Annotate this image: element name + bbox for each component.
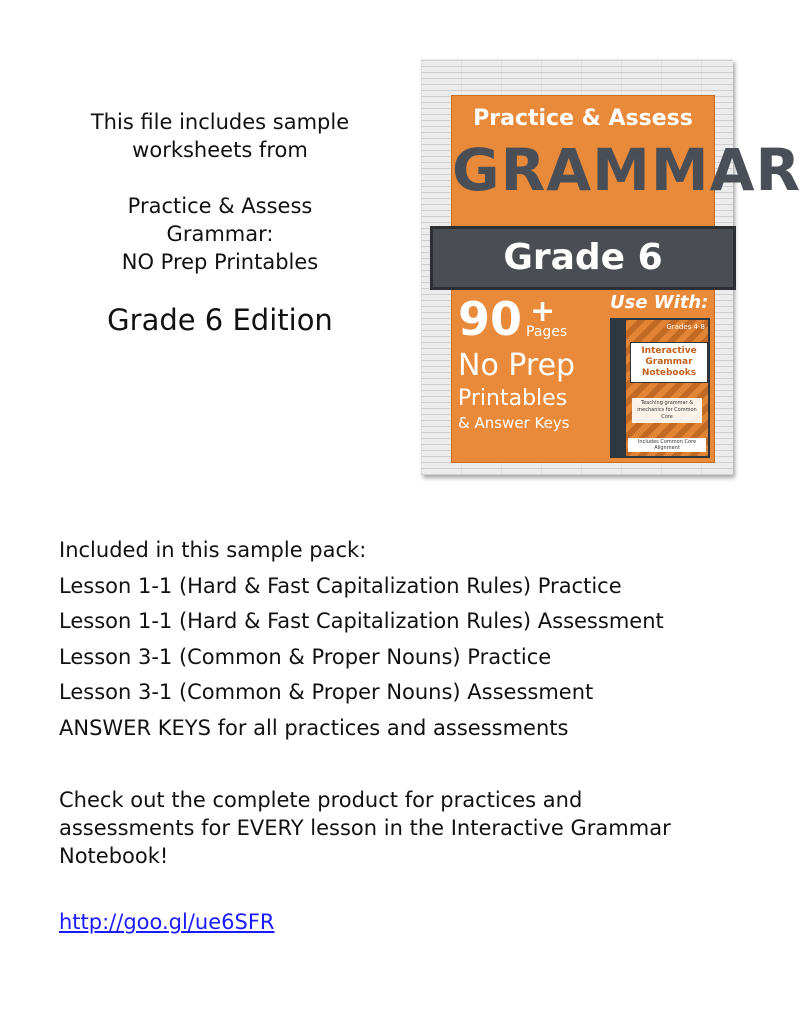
list-item: ANSWER KEYS for all practices and assessments: [59, 715, 569, 740]
mini-subtitle: Teaching grammar & mechanics for Common Core: [632, 398, 702, 423]
mini-grade: Grades 4-8: [666, 323, 705, 331]
cover-printables: Printables: [458, 386, 568, 411]
mini-title: Interactive Grammar Notebooks: [630, 342, 708, 383]
book-cover-image: [421, 59, 801, 475]
cover-no-prep: No Prep: [458, 348, 576, 383]
intro-line: NO Prep Printables: [121, 250, 319, 274]
cover-use-with: Use With:: [610, 292, 709, 313]
list-item: Lesson 1-1 (Hard & Fast Capitalization Rules) Practice: [59, 573, 622, 598]
edition-title: Grade 6 Edition: [107, 303, 333, 337]
mini-notebook-cover: [610, 318, 710, 458]
closing-paragraph: Check out the complete product for practices and assessments for EVERY lesson in the Interactive Grammar Notebook!: [59, 788, 671, 868]
cover-answer-keys: & Answer Keys: [458, 414, 570, 432]
cover-grade-band: [430, 226, 736, 290]
cover-page-count: 90: [458, 292, 523, 346]
intro-line: Grammar:: [166, 222, 274, 246]
mini-footer: Includes Common Core Alignment: [628, 438, 706, 452]
cover-grade-label: Grade 6: [503, 237, 663, 278]
intro-line: Practice & Assess: [127, 194, 313, 218]
list-item: Lesson 1-1 (Hard & Fast Capitalization Rules) Assessment: [59, 609, 664, 633]
product-link[interactable]: http://goo.gl/ue6SFR: [59, 910, 275, 934]
included-heading: Included in this sample pack:: [59, 538, 367, 562]
cover-grammar-title: GRAMMAR: [452, 136, 801, 204]
included-list: [59, 533, 749, 746]
intro-line: worksheets from: [132, 138, 308, 162]
cover-practice-assess: Practice & Assess: [473, 106, 693, 131]
intro-text: [60, 108, 380, 276]
list-item: Lesson 3-1 (Common & Proper Nouns) Assessment: [59, 680, 594, 704]
cover-panel: [451, 95, 801, 463]
list-item: Lesson 3-1 (Common & Proper Nouns) Practice: [59, 644, 552, 669]
cover-pages-label: Pages: [526, 324, 568, 340]
intro-line: This file includes sample: [90, 110, 350, 134]
cover-plus: +: [530, 294, 556, 329]
notebook-spine: [612, 320, 626, 456]
